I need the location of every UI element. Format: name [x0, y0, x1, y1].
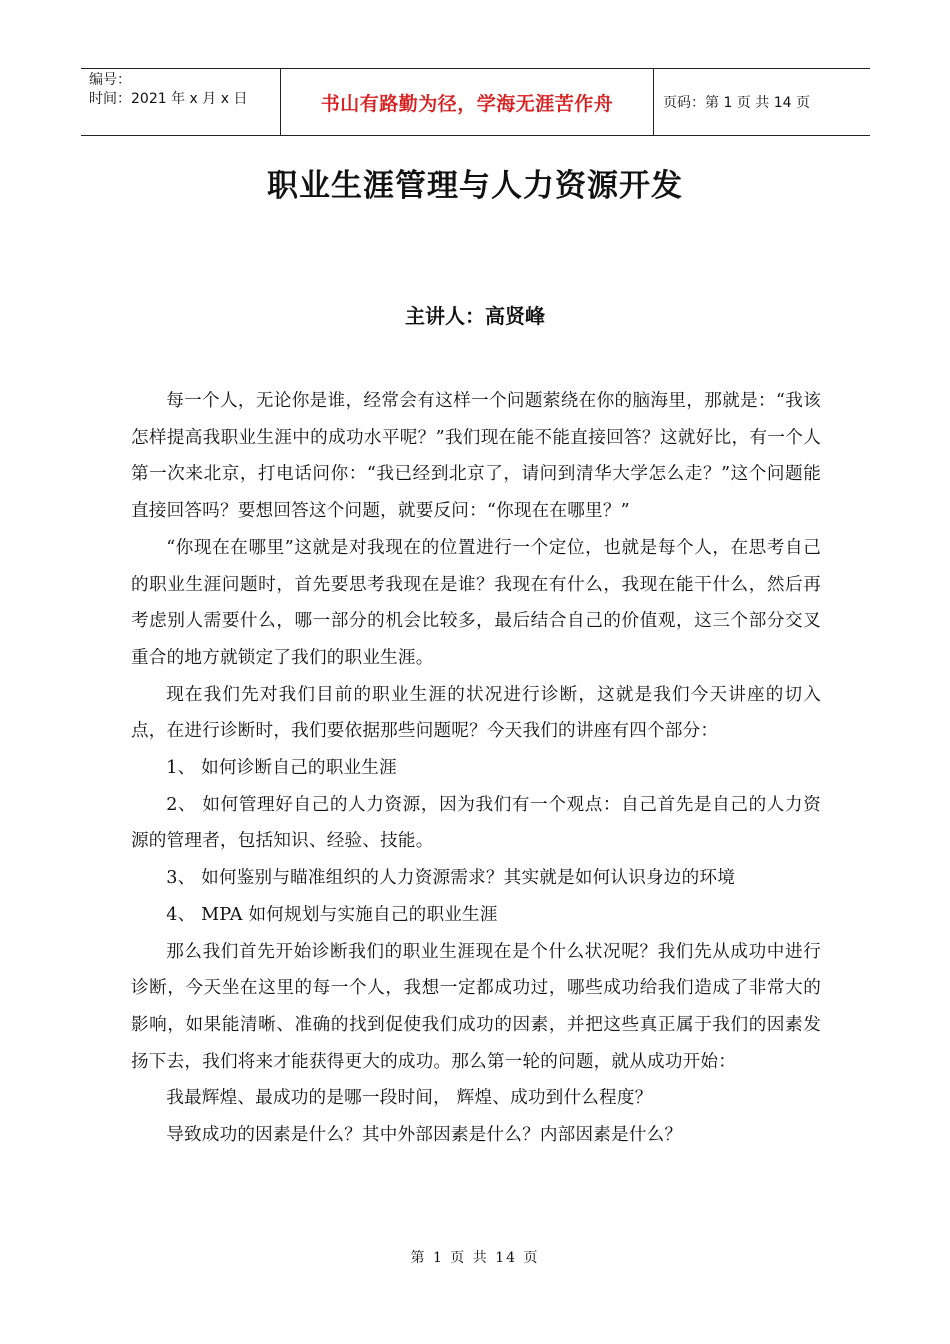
header-meta-cell	[81, 69, 281, 135]
header-page-cell	[654, 69, 870, 135]
paragraph-4: 那么我们首先开始诊断我们的职业生涯现在是个什么状况呢？我们先从成功中进行诊断，今天坐在这里的每一个人，我想一定都成功过，哪些成功给我们造成了非常大的影响，如果能清晰、准确的找到促使我们成功的因素，并把这些真正属于我们的因素发扬下去，我们将来才能获得更大的成功。那么第一轮的问题，就从成功开始：	[131, 941, 821, 1072]
document-header	[81, 68, 870, 136]
page-footer: 第 1 页 共 14 页	[410, 1250, 540, 1266]
paragraph-3: 现在我们先对我们目前的职业生涯的状况进行诊断，这就是我们今天讲座的切入点，在进行诊断时，我们要依据那些问题呢？今天我们的讲座有四个部分：	[131, 684, 821, 742]
paragraph-2: “你现在在哪里”这就是对我现在的位置进行一个定位，也就是每个人，在思考自己的职业生涯问题时，首先要思考我现在是谁？我现在有什么，我现在能干什么，然后再考虑别人需要什么，哪一部分的机会比较多，最后结合自己的价值观，这三个部分交叉重合的地方就锁定了我们的职业生涯。	[131, 537, 821, 668]
document-date: 时间：2021 年 x 月 x 日	[89, 91, 248, 107]
paragraph-1: 每一个人，无论你是谁，经常会有这样一个问题萦绕在你的脑海里，那就是：“我该怎样提高我职业生涯中的成功水平呢？”我们现在能不能直接回答？这就好比，有一个人第一次来北京，打电话问你：“我已经到北京了，请问到清华大学怎么走？”这个问题能直接回答吗？要想回答这个问题，就要反问：“你现在在哪里？”	[131, 391, 821, 522]
list-item-4: 4、 MPA 如何规划与实施自己的职业生涯	[166, 904, 498, 925]
document-number-label: 编号：	[89, 72, 131, 88]
list-item-1: 1、 如何诊断自己的职业生涯	[166, 758, 397, 779]
document-title: 职业生涯管理与人力资源开发	[267, 168, 683, 204]
body-text	[131, 383, 821, 1154]
question-2: 导致成功的因素是什么？其中外部因素是什么？内部因素是什么？	[166, 1125, 683, 1146]
header-page-code: 页码：第 1 页 共 14 页	[663, 95, 810, 111]
list-item-2: 2、 如何管理好自己的人力资源，因为我们有一个观点：自己首先是自己的人力资源的管理者，包括知识、经验、技能。	[131, 794, 821, 852]
question-1: 我最辉煌、最成功的是哪一段时间， 辉煌、成功到什么程度？	[166, 1088, 653, 1109]
header-motto: 书山有路勤为径，学海无涯苦作舟	[320, 92, 614, 115]
list-item-3: 3、 如何鉴别与瞄准组织的人力资源需求？其实就是如何认识身边的环境	[166, 868, 735, 889]
speaker-line: 主讲人：高贤峰	[405, 304, 545, 328]
header-motto-cell	[281, 69, 654, 135]
